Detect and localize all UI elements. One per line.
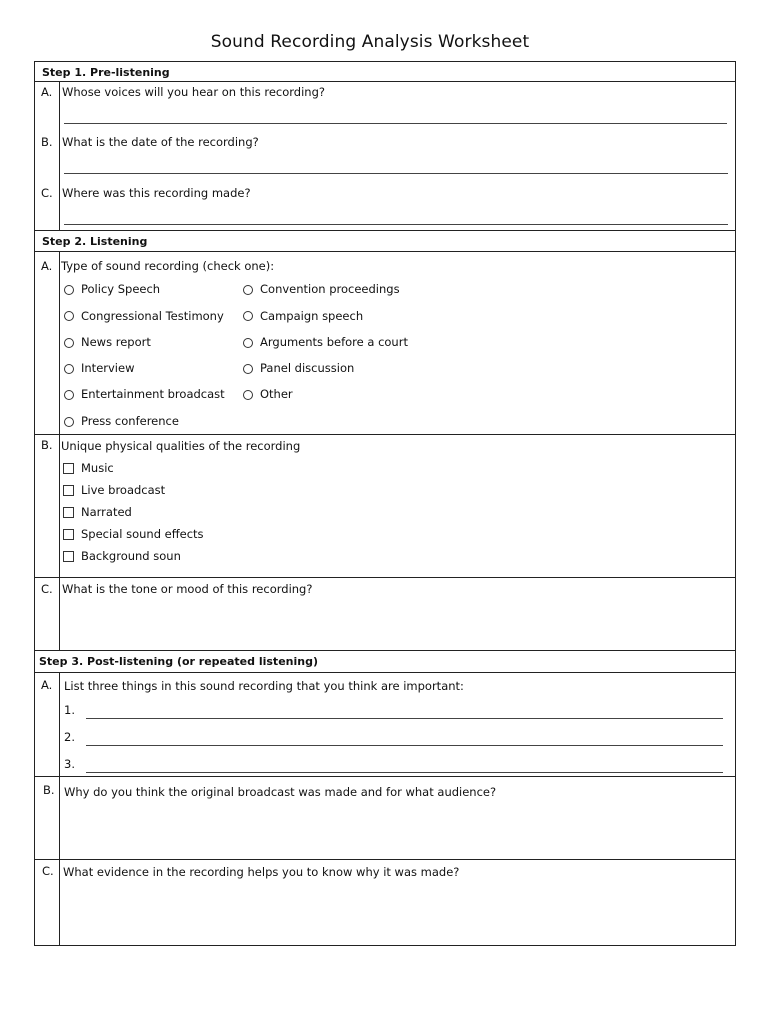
answer-line[interactable] [64,173,728,174]
row-divider [35,81,735,82]
column-divider [59,81,60,230]
answer-line[interactable] [86,745,723,746]
checkbox[interactable] [63,507,74,518]
option-label: Congressional Testimony [81,309,224,323]
question-text: What is the tone or mood of this recording? [62,582,313,596]
radio-button[interactable] [243,364,253,374]
option-label: Background soun [81,549,181,563]
answer-line[interactable] [64,224,728,225]
question-text: What is the date of the recording? [62,135,259,149]
row-divider [35,859,735,860]
row-divider [35,650,735,651]
option-label: Other [260,387,293,401]
column-divider [59,672,60,946]
radio-button[interactable] [243,311,253,321]
radio-button[interactable] [243,390,253,400]
page-title: Sound Recording Analysis Worksheet [210,32,530,52]
question-text: Whose voices will you hear on this recording? [62,85,325,99]
question-letter: C. [42,864,54,878]
checkbox[interactable] [63,551,74,562]
worksheet-table [34,61,736,946]
answer-line[interactable] [86,772,723,773]
option-label: Convention proceedings [260,282,400,296]
question-letter: B. [41,135,53,149]
row-divider [35,776,735,777]
question-text: Unique physical qualities of the recording [61,439,301,453]
option-label: Interview [81,361,135,375]
question-text: Type of sound recording (check one): [61,259,275,273]
radio-button[interactable] [64,311,74,321]
option-label: Campaign speech [260,309,364,323]
option-label: Press conference [81,414,179,428]
radio-button[interactable] [64,417,74,427]
row-divider [35,577,735,578]
question-letter: B. [43,783,55,797]
question-letter: A. [41,678,53,692]
option-label: Narrated [81,505,132,519]
step2-heading: Step 2. Listening [42,235,148,248]
step1-heading: Step 1. Pre-listening [42,66,170,79]
question-letter: B. [41,438,53,452]
option-label: Arguments before a court [260,335,408,349]
checkbox[interactable] [63,485,74,496]
radio-button[interactable] [64,390,74,400]
option-label: Entertainment broadcast [81,387,225,401]
list-number: 2. [64,730,75,744]
option-label: Music [81,461,114,475]
question-text: List three things in this sound recording that you think are important: [64,679,464,693]
row-divider [35,251,735,252]
option-label: Special sound effects [81,527,204,541]
answer-line[interactable] [64,123,727,124]
radio-button[interactable] [64,364,74,374]
option-label: Live broadcast [81,483,166,497]
row-divider [35,672,735,673]
radio-button[interactable] [64,338,74,348]
question-letter: C. [41,582,53,596]
list-number: 3. [64,757,75,771]
question-text: Where was this recording made? [62,186,251,200]
question-letter: A. [41,85,53,99]
radio-button[interactable] [64,285,74,295]
answer-line[interactable] [86,718,723,719]
question-letter: A. [41,259,53,273]
list-number: 1. [64,703,75,717]
question-text: What evidence in the recording helps you to know why it was made? [63,865,460,879]
column-divider [59,251,60,650]
row-divider [35,434,735,435]
option-label: News report [81,335,151,349]
step3-heading: Step 3. Post-listening (or repeated listening) [39,655,318,668]
question-text: Why do you think the original broadcast was made and for what audience? [64,785,497,799]
radio-button[interactable] [243,285,253,295]
option-label: Policy Speech [81,282,161,296]
question-letter: C. [41,186,53,200]
checkbox[interactable] [63,529,74,540]
radio-button[interactable] [243,338,253,348]
row-divider [35,230,735,231]
option-label: Panel discussion [260,361,355,375]
checkbox[interactable] [63,463,74,474]
